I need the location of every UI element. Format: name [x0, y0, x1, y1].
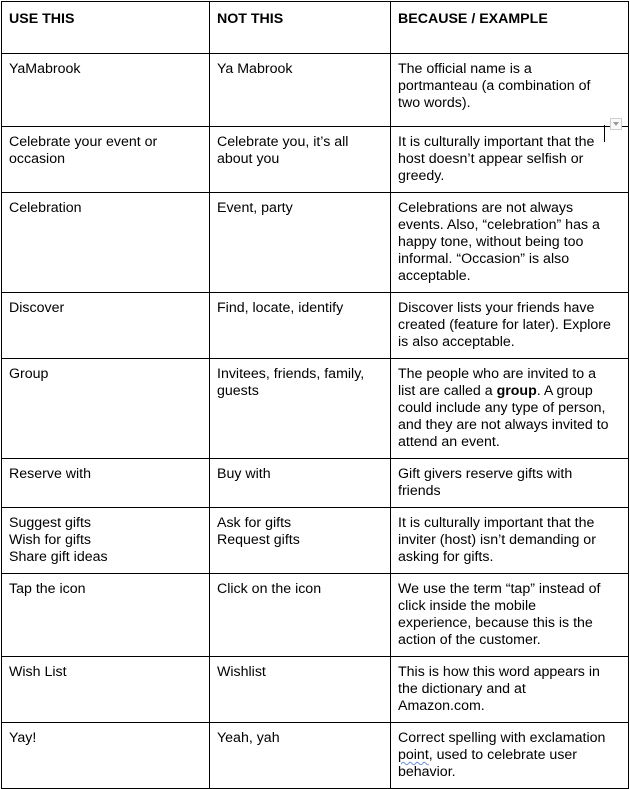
- table-row: [2, 293, 629, 359]
- cell-not[interactable]: [210, 193, 391, 293]
- cell-text-with-bold: [398, 383, 621, 400]
- cell-text: It is culturally important that the: [398, 134, 595, 150]
- header-because-example[interactable]: BECAUSE / EXAMPLE: [391, 2, 629, 54]
- cell-text: portmanteau (a combination of: [398, 78, 591, 94]
- cell-because[interactable]: [391, 657, 629, 723]
- cell-text: and they are not always invited to: [398, 417, 609, 433]
- cell-text: occasion: [9, 151, 65, 167]
- cell-text: YaMabrook: [9, 61, 81, 77]
- cell-text: happy tone, without being too: [398, 234, 584, 250]
- cell-because[interactable]: [391, 574, 629, 657]
- text-cursor: [604, 125, 605, 142]
- cell-text: Celebrate you, it’s all: [217, 134, 349, 150]
- cell-text: attend an event.: [398, 434, 500, 450]
- cell-use[interactable]: [2, 574, 210, 657]
- table-row: [2, 127, 629, 193]
- cell-text: Celebrate your event or: [9, 134, 158, 150]
- text-segment: , used to celebrate user: [428, 747, 578, 763]
- cell-not[interactable]: [210, 459, 391, 508]
- table-row: [2, 574, 629, 657]
- cell-text: This is how this word appears in: [398, 664, 600, 680]
- spellcheck-flagged-word[interactable]: point: [398, 747, 429, 763]
- cell-text: Request gifts: [217, 532, 300, 548]
- cell-not[interactable]: [210, 574, 391, 657]
- text-segment: . A group: [536, 383, 593, 399]
- cell-text: informal. “Occasion” is also: [398, 251, 570, 267]
- cell-not[interactable]: [210, 293, 391, 359]
- cell-text: is also acceptable.: [398, 334, 515, 350]
- header-use-this[interactable]: USE THIS: [2, 2, 210, 54]
- cell-text: Wish List: [9, 664, 67, 680]
- table-row: [2, 723, 629, 789]
- cell-because[interactable]: [391, 359, 629, 459]
- cell-text: the dictionary and at: [398, 681, 526, 697]
- cell-text: Discover: [9, 300, 65, 316]
- cell-text: experience, because this is the: [398, 615, 593, 631]
- cell-text: behavior.: [398, 764, 456, 780]
- cell-text: two words).: [398, 95, 471, 111]
- cell-not[interactable]: [210, 723, 391, 789]
- cell-use[interactable]: [2, 293, 210, 359]
- table-row: [2, 54, 629, 127]
- cell-text: Suggest gifts: [9, 515, 92, 531]
- cell-not[interactable]: [210, 657, 391, 723]
- cell-text: Celebrations are not always: [398, 200, 574, 216]
- cell-text: Invitees, friends, family,: [217, 366, 365, 382]
- cell-text: Wish for gifts: [9, 532, 91, 548]
- cell-text: could include any type of person,: [398, 400, 606, 416]
- cell-text: guests: [217, 383, 259, 399]
- cell-text: Click on the icon: [217, 581, 322, 597]
- cell-text: Celebration: [9, 200, 82, 216]
- cell-because[interactable]: [391, 508, 629, 574]
- cell-text: Share gift ideas: [9, 549, 108, 565]
- cell-text: events. Also, “celebration” has a: [398, 217, 600, 233]
- table-row: [2, 508, 629, 574]
- cell-text: asking for gifts.: [398, 549, 494, 565]
- cell-text-with-spellcheck: [398, 747, 621, 764]
- cell-text: friends: [398, 483, 441, 499]
- cell-text: Group: [9, 366, 49, 382]
- cell-text: The official name is a: [398, 61, 532, 77]
- cell-text: Tap the icon: [9, 581, 86, 597]
- header-row: [2, 2, 629, 54]
- style-guide-table: [1, 1, 629, 789]
- cell-because[interactable]: [391, 193, 629, 293]
- table-row: [2, 359, 629, 459]
- cell-text: click inside the mobile: [398, 598, 536, 614]
- cell-text: Ya Mabrook: [217, 61, 293, 77]
- cell-text: Wishlist: [217, 664, 266, 680]
- cell-text: greedy.: [398, 168, 445, 184]
- cell-text: inviter (host) isn’t demanding or: [398, 532, 596, 548]
- cell-not[interactable]: [210, 127, 391, 193]
- cell-use[interactable]: [2, 508, 210, 574]
- cell-text: Discover lists your friends have: [398, 300, 595, 316]
- cell-text: Amazon.com.: [398, 698, 485, 714]
- cell-text: The people who are invited to a: [398, 366, 596, 382]
- cell-use[interactable]: [2, 127, 210, 193]
- table-row: [2, 193, 629, 293]
- cell-because[interactable]: [391, 54, 629, 127]
- cell-use[interactable]: [2, 193, 210, 293]
- cell-use[interactable]: [2, 459, 210, 508]
- cell-text: Reserve with: [9, 466, 92, 482]
- cell-not[interactable]: [210, 54, 391, 127]
- cell-text: Ask for gifts: [217, 515, 292, 531]
- cell-not[interactable]: [210, 359, 391, 459]
- cell-text: We use the term “tap” instead of: [398, 581, 601, 597]
- cell-use[interactable]: [2, 54, 210, 127]
- bold-term: group: [496, 383, 537, 399]
- cell-use[interactable]: [2, 723, 210, 789]
- cell-text: created (feature for later). Explore: [398, 317, 611, 333]
- cell-not[interactable]: [210, 508, 391, 574]
- cell-because[interactable]: [391, 459, 629, 508]
- cell-text: Buy with: [217, 466, 271, 482]
- cell-text: Event, party: [217, 200, 293, 216]
- cell-because[interactable]: [391, 723, 629, 789]
- cell-text: Gift givers reserve gifts with: [398, 466, 573, 482]
- cell-text: action of the customer.: [398, 632, 541, 648]
- text-segment: list are called a: [398, 383, 497, 399]
- cell-text: host doesn’t appear selfish or: [398, 151, 584, 167]
- cell-text: Yay!: [9, 730, 37, 746]
- header-not-this[interactable]: NOT THIS: [210, 2, 391, 54]
- table-row: [2, 657, 629, 723]
- cell-text: It is culturally important that the: [398, 515, 595, 531]
- dropdown-arrow-icon[interactable]: [610, 118, 622, 130]
- cell-text: Find, locate, identify: [217, 300, 344, 316]
- cell-because[interactable]: [391, 293, 629, 359]
- cell-because[interactable]: [391, 127, 629, 193]
- cell-use[interactable]: [2, 657, 210, 723]
- cell-text: Yeah, yah: [217, 730, 280, 746]
- cell-text: Correct spelling with exclamation: [398, 730, 606, 746]
- table-row: [2, 459, 629, 508]
- cell-use[interactable]: [2, 359, 210, 459]
- cell-text: acceptable.: [398, 268, 471, 284]
- cell-text: about you: [217, 151, 280, 167]
